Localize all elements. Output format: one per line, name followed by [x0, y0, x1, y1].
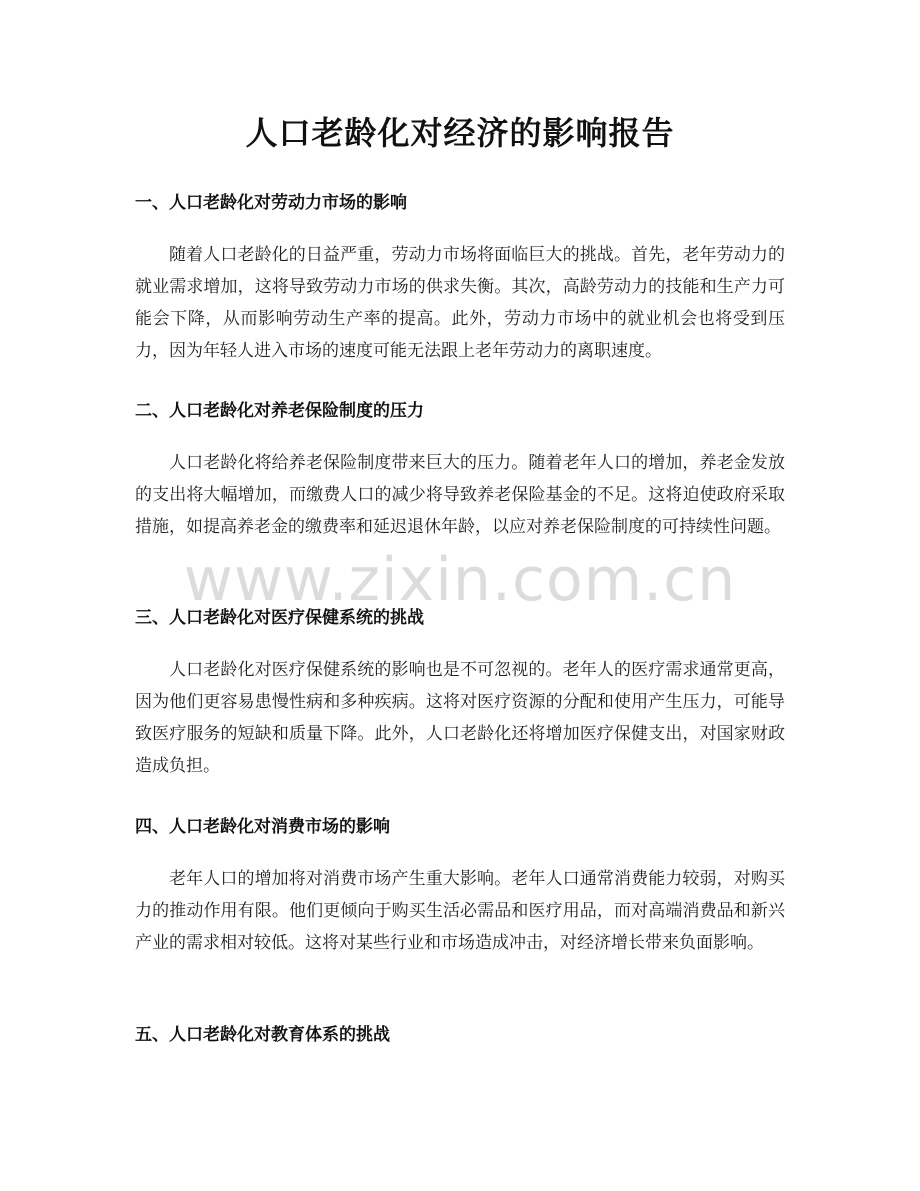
section-consumer-market [135, 815, 785, 959]
section-paragraph: 人口老龄化将给养老保险制度带来巨大的压力。随着老年人口的增加，养老金发放的支出将大幅增加，而缴费人口的减少将导致养老保险基金的不足。这将迫使政府采取措施，如提高养老金的缴费率和延迟退休年龄，以应对养老保险制度的可持续性问题。 [135, 453, 785, 537]
section-pension-system [135, 399, 785, 543]
section-heading: 一、人口老龄化对劳动力市场的影响 [135, 193, 407, 213]
section-heading: 四、人口老龄化对消费市场的影响 [135, 817, 390, 837]
section-paragraph: 人口老龄化对医疗保健系统的影响也是不可忽视的。老年人的医疗需求通常更高，因为他们更容易患慢性病和多种疾病。这将对医疗资源的分配和使用产生压力，可能导致医疗服务的短缺和质量下降。此外，人口老龄化还将增加医疗保健支出，对国家财政造成负担。 [135, 660, 785, 776]
section-heading: 三、人口老龄化对医疗保健系统的挑战 [135, 608, 424, 628]
document-title: 人口老龄化对经济的影响报告 [245, 114, 675, 152]
section-labor-market [135, 191, 785, 367]
section-paragraph: 老年人口的增加将对消费市场产生重大影响。老年人口通常消费能力较弱，对购买力的推动作用有限。他们更倾向于购买生活必需品和医疗用品，而对高端消费品和新兴产业的需求相对较低。这将对某些行业和市场造成冲击，对经济增长带来负面影响。 [135, 869, 785, 953]
watermark: www.zixin.com.cn [183, 545, 737, 615]
section-paragraph: 随着人口老龄化的日益严重，劳动力市场将面临巨大的挑战。首先，老年劳动力的就业需求增加，这将导致劳动力市场的供求失衡。其次，高龄劳动力的技能和生产力可能会下降，从而影响劳动生产率的提高。此外，劳动力市场中的就业机会也将受到压力，因为年轻人进入市场的速度可能无法跟上老年劳动力的离职速度。 [135, 245, 785, 361]
section-education-system [135, 1023, 785, 1047]
section-heading: 二、人口老龄化对养老保险制度的压力 [135, 401, 424, 421]
section-heading: 五、人口老龄化对教育体系的挑战 [135, 1025, 390, 1045]
section-healthcare-system [135, 606, 785, 782]
